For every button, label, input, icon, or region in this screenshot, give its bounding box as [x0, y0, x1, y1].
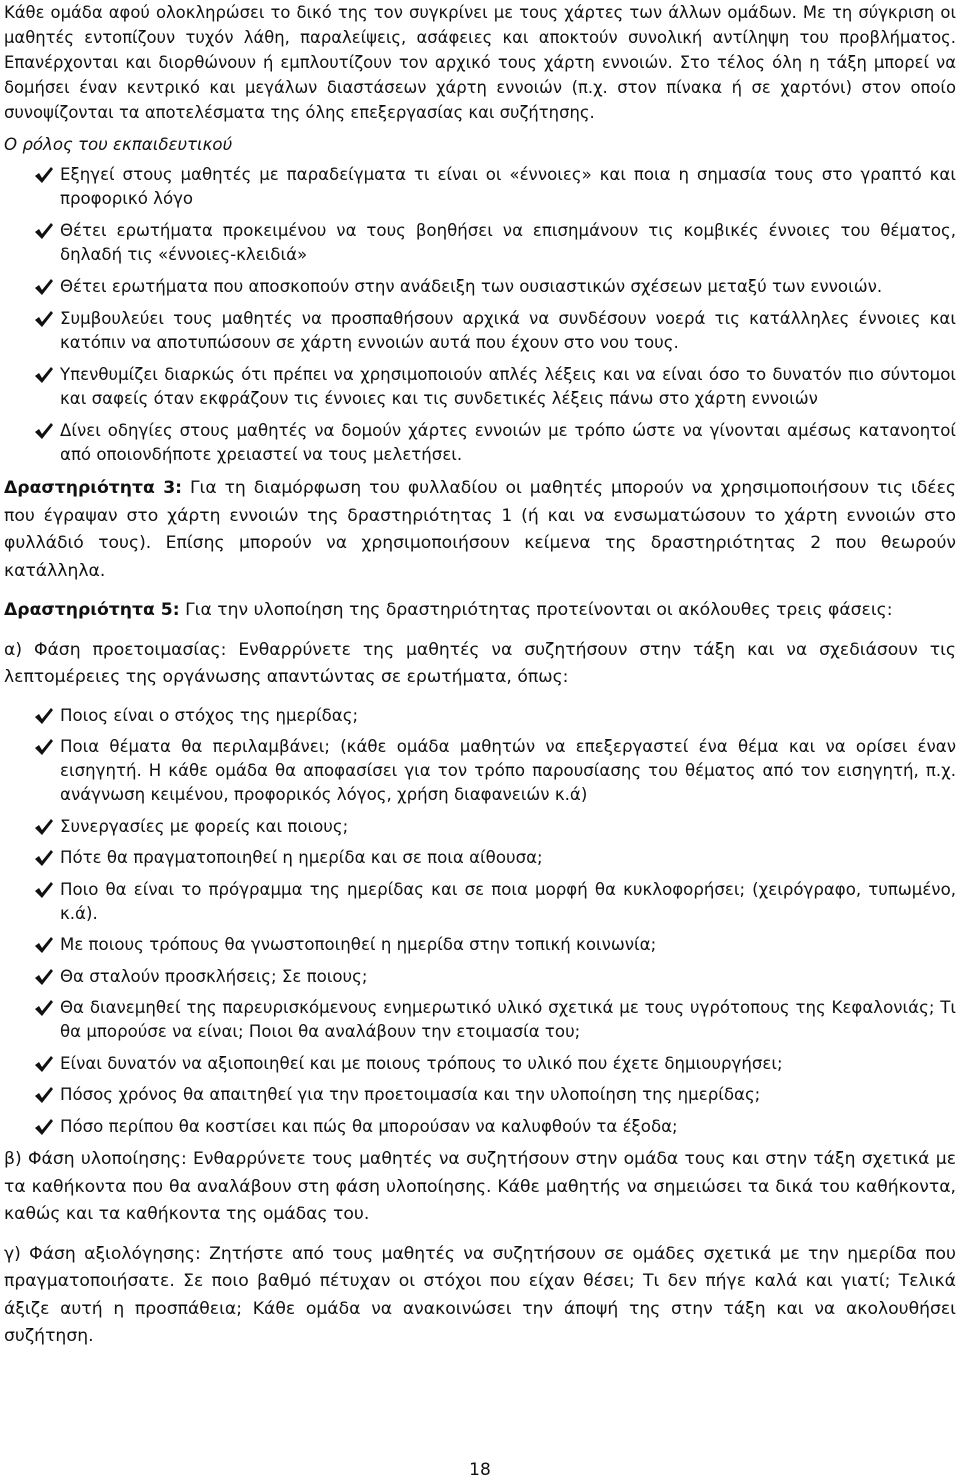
list-item	[34, 815, 956, 839]
checkmark-icon	[34, 968, 54, 986]
list-item-text: Πόσος χρόνος θα απαιτηθεί για την προετοιμασία και την υλοποίηση της ημερίδας;	[60, 1085, 761, 1104]
checkmark-icon	[34, 366, 54, 384]
phase-c-paragraph: γ) Φάση αξιολόγησης: Ζητήστε από τους μαθητές να συζητήσουν σε ομάδες σχετικά με την ημερίδα που πραγματοποιήσατε. Σε ποιο βαθμό πέτυχαν οι στόχοι που είχαν θέσει; Τι δεν πήγε καλά και γιατί; Τελικά άξιζε αυτή η προσπάθεια; Κάθε ομάδα να ανακοινώσει την άποψή της στην τάξη και να ακολουθήσει συζήτηση.	[4, 1243, 956, 1346]
activity3-text: Για τη διαμόρφωση του φυλλαδίου οι μαθητές μπορούν να χρησιμοποιήσουν τις ιδέες που έγραψαν στο χάρτη εννοιών της δραστηριότητας 1 (ή και να ενσωματώσουν το χάρτη εννοιών στο φυλλάδιό τους). Επίσης μπορούν να χρησιμοποιήσουν κείμενα της δραστηριότητας 2 που θεωρούν κατάλληλα.	[4, 478, 956, 581]
list-item	[34, 219, 956, 267]
page-number: 18	[469, 1460, 491, 1480]
activity5-paragraph	[4, 597, 956, 625]
list-item	[34, 965, 956, 989]
list-item	[34, 1083, 956, 1107]
teacher-role-heading: Ο ρόλος του εκπαιδευτικού	[4, 135, 233, 154]
list-item	[34, 307, 956, 355]
list-item-text: Ποιο θα είναι το πρόγραμμα της ημερίδας και σε ποια μορφή θα κυκλοφορήσει; (χειρόγραφο, τυπωμένο, κ.ά).	[60, 879, 956, 923]
list-item-text: Είναι δυνατόν να αξιοποιηθεί και με ποιους τρόπους το υλικό που έχετε δημιουργήσει;	[60, 1053, 783, 1073]
list-item	[34, 735, 956, 807]
intro-paragraph: Κάθε ομάδα αφού ολοκληρώσει το δικό της τον συγκρίνει με τους χάρτες των άλλων ομάδων. Με τη σύγκριση οι μαθητές εντοπίζουν τυχόν λάθη, παραλείψεις, ασάφειες και αποκτούν συνολική αντίληψη του προβλήματος. Επανέρχονται και διορθώνουν ή εμπλουτίζουν τον αρχικό τους χάρτη εννοιών. Στο τέλος όλη η τάξη μπορεί να δομήσει έναν κεντρικό και μεγάλων διαστάσεων χάρτη εννοιών (π.χ. στον πίνακα ή σε χαρτόνι) στον οποίο συνοψίζονται τα αποτελέσματα της όλης επεξεργασίας και συζήτησης.	[4, 3, 956, 122]
checkmark-icon	[34, 999, 54, 1017]
checkmark-icon	[34, 422, 54, 440]
checkmark-icon	[34, 1055, 54, 1073]
phase-a-paragraph: α) Φάση προετοιμασίας: Ενθαρρύνετε της μαθητές να συζητήσουν στην τάξη και να σχεδιάσουν τις λεπτομέρειες της οργάνωσης απαντώντας σε ερωτήματα, όπως:	[4, 639, 956, 687]
activity3-label: Δραστηριότητα 3:	[4, 478, 183, 498]
list-item-text: Συνεργασίες με φορείς και ποιους;	[60, 816, 349, 836]
list-item	[34, 1052, 956, 1076]
checkmark-icon	[34, 278, 54, 296]
list-item-text: Πότε θα πραγματοποιηθεί η ημερίδα και σε ποια αίθουσα;	[60, 848, 543, 867]
activity5-text: Για την υλοποίηση της δραστηριότητας προτείνονται οι ακόλουθες τρεις φάσεις:	[179, 600, 893, 620]
list-item	[34, 878, 956, 926]
checkmark-icon	[34, 1118, 54, 1136]
list-item	[34, 846, 956, 870]
checkmark-icon	[34, 222, 54, 240]
document-page	[4, 0, 956, 1351]
checkmark-icon	[34, 818, 54, 836]
list-item	[34, 419, 956, 467]
list-item-text: Ποια θέματα θα περιλαμβάνει; (κάθε ομάδα μαθητών να επεξεργαστεί ένα θέμα και να ορίσει έναν εισηγητή. Η κάθε ομάδα θα αποφασίσει για τον τρόπο παρουσίασης του θέματος από τον εισηγητή, π.χ. ανάγνωση κειμένου, προφορικός λόγος, χρήση διαφανειών κ.ά)	[60, 737, 956, 804]
list-item	[34, 996, 956, 1044]
phase-a-list	[4, 704, 956, 1139]
teacher-role-list	[4, 163, 956, 467]
checkmark-icon	[34, 166, 54, 184]
list-item-text: Υπενθυμίζει διαρκώς ότι πρέπει να χρησιμοποιούν απλές λέξεις και να είναι όσο το δυνατόν πιο σύντομοι και σαφείς όταν εκφράζουν τις έννοιες και τις συνδετικές λέξεις πάνω στο χάρτη εννοιών	[60, 365, 956, 408]
list-item-text: Θα διανεμηθεί της παρευρισκόμενους ενημερωτικό υλικό σχετικά με τους υγρότοπους της Κεφαλονιάς; Τι θα μπορούσε να είναι; Ποιοι θα αναλάβουν την ετοιμασία του;	[60, 998, 956, 1041]
phase-b-paragraph: β) Φάση υλοποίησης: Ενθαρρύνετε τους μαθητές να συζητήσουν στην ομάδα τους και στην τάξη σχετικά με τα καθήκοντα που θα αναλάβουν στη φάση υλοποίησης. Κάθε μαθητής να σημειώσει τα δικά του καθήκοντα, καθώς και τα καθήκοντα της ομάδας του.	[4, 1149, 956, 1224]
list-item	[34, 1115, 956, 1139]
list-item	[34, 704, 956, 728]
list-item	[34, 275, 956, 299]
list-item	[34, 163, 956, 211]
checkmark-icon	[34, 849, 54, 867]
list-item-text: Με ποιους τρόπους θα γνωστοποιηθεί η ημερίδα στην τοπική κοινωνία;	[60, 935, 657, 954]
list-item-text: Θέτει ερωτήματα που αποσκοπούν στην ανάδειξη των ουσιαστικών σχέσεων μεταξύ των εννοιών.	[60, 277, 883, 296]
list-item	[34, 363, 956, 411]
list-item-text: Πόσο περίπου θα κοστίσει και πώς θα μπορούσαν να καλυφθούν τα έξοδα;	[60, 1116, 678, 1136]
list-item	[34, 933, 956, 957]
activity5-label: Δραστηριότητα 5:	[4, 600, 180, 620]
checkmark-icon	[34, 1086, 54, 1104]
list-item-text: Δίνει οδηγίες στους μαθητές να δομούν χάρτες εννοιών με τρόπο ώστε να γίνονται αμέσως κατανοητοί από οποιονδήποτε χρειαστεί να τους μελετήσει.	[60, 421, 956, 464]
list-item-text: Θέτει ερωτήματα προκειμένου να τους βοηθήσει να επισημάνουν τις κομβικές έννοιες του θέματος, δηλαδή τις «έννοιες-κλειδιά»	[60, 221, 956, 264]
list-item-text: Συμβουλεύει τους μαθητές να προσπαθήσουν αρχικά να συνδέσουν νοερά τις κατάλληλες έννοιες και κατόπιν να αποτυπώσουν σε χάρτη εννοιών αυτά που έχουν στο νου τους.	[60, 309, 956, 352]
activity3-paragraph	[4, 475, 956, 585]
checkmark-icon	[34, 738, 54, 756]
checkmark-icon	[34, 881, 54, 899]
checkmark-icon	[34, 310, 54, 328]
checkmark-icon	[34, 707, 54, 725]
checkmark-icon	[34, 936, 54, 954]
list-item-text: Θα σταλούν προσκλήσεις; Σε ποιους;	[60, 966, 368, 986]
list-item-text: Εξηγεί στους μαθητές με παραδείγματα τι είναι οι «έννοιες» και ποια η σημασία τους στο γραπτό και προφορικό λόγο	[60, 165, 956, 208]
list-item-text: Ποιος είναι ο στόχος της ημερίδας;	[60, 705, 359, 725]
